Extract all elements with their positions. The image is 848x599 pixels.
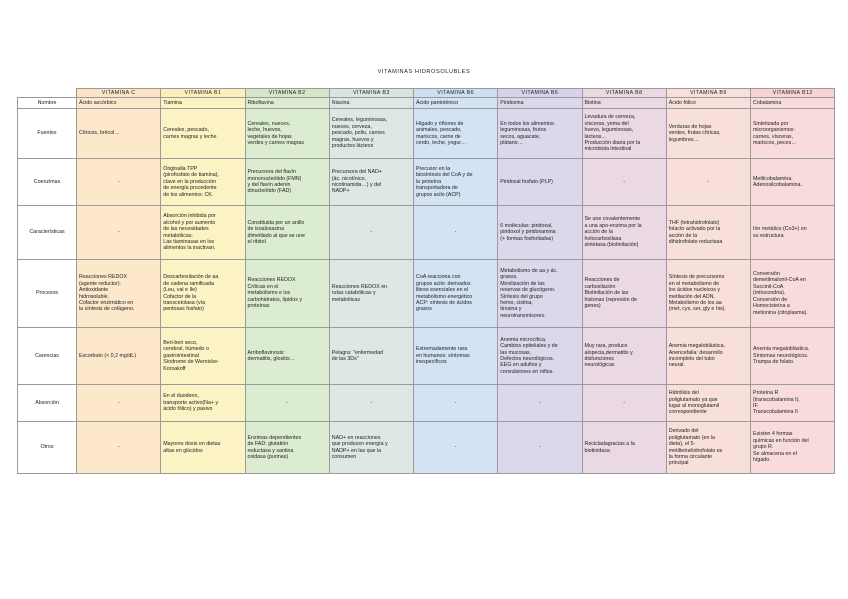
row-label-coenzimas: Coenzimas bbox=[18, 159, 77, 206]
table-row-caracteristicas bbox=[18, 206, 835, 260]
table-row-absorcion bbox=[18, 385, 835, 422]
page-title: VITAMINAS HIDROSOLUBLES bbox=[377, 69, 471, 75]
column-header-vitamin-b6: VITAMINA B6 bbox=[498, 89, 582, 98]
table-cell: NAD+ en reacciones que producen energía y NADP+ en las que la consumen bbox=[329, 422, 413, 474]
table-cell: Constituida por un anillo de isoaloxazina dimetilado al que se une el ribitol bbox=[245, 206, 329, 260]
table-cell: - bbox=[77, 422, 161, 474]
table-cell: En todos los alimentos: leguminosas, frutos secos, aguacate, plátano… bbox=[498, 109, 582, 159]
table-cell: CoA reacciona con grupos acilo: derivados libres esenciales en el metabolismo energético ACP: síntesis de ácidos grasos bbox=[414, 260, 498, 328]
table-cell: Reacciones REDOX Críticas en el metabolismo e los carbohidratos, lípidos y proteínas bbox=[245, 260, 329, 328]
table-cell: - bbox=[329, 206, 413, 260]
table-cell: Ácido pantoténico bbox=[414, 98, 498, 109]
table-cell: - bbox=[498, 385, 582, 422]
table-cell: - bbox=[414, 206, 498, 260]
table-cell: - bbox=[582, 159, 666, 206]
table-cell: Cítricos, brécol… bbox=[77, 109, 161, 159]
table-cell: Proteína R (transcobalamina I). IF. Transcobalamina II bbox=[751, 385, 835, 422]
table-cell: Reacciones REDOX (agente reductor). Antioxidante hidrosoluble. Cofactor enzimático en la síntesis de colágeno. bbox=[77, 260, 161, 328]
table-cell: Beri-beri seco, cerebral, húmedo o gastrointestinal Síndrome de Wernicke- Korsakoff bbox=[161, 328, 245, 385]
table-cell: Absorción inhibida por alcohol y por aumento de las necesidades metabólicas. Las tiaminasas en los alimentos la inactivan. bbox=[161, 206, 245, 260]
table-cell: Síntesis de precursores en el metabolismo de los ácidos nucleicos y metilación del ADN. Metabolismo de los aa (met, cys, ser, gly e his). bbox=[666, 260, 750, 328]
table-cell: Sintetizada por microorganismos: carnes, vísceras, mariscos, peces… bbox=[751, 109, 835, 159]
table-cell: Conversión demetilmalonil-CoA en Succinil-CoA (mitocondria). Concersión de Homocisteína a metionina (citoplasma). bbox=[751, 260, 835, 328]
table-cell: Originalla TPP (pirofosfato de tiamina), clave en la producción de energía procedente de los alimentos: CK. bbox=[161, 159, 245, 206]
table-cell: Riboflavina bbox=[245, 98, 329, 109]
column-header-vitamin-b5: VITAMINA B6 bbox=[414, 89, 498, 98]
table-cell: Hidrólisis del poliglutamato ya que lugar al monoglutamil correspondiente bbox=[666, 385, 750, 422]
table-cell: Piridoxal fosfato (PLP) bbox=[498, 159, 582, 206]
table-cell: Muy rara, produce alopecia,dermatitis y disfunciones neurológicas bbox=[582, 328, 666, 385]
table-row-otros bbox=[18, 422, 835, 474]
table-cell: En el duodeno, transporte activo(Na+ y ácido fólico) y pasivo bbox=[161, 385, 245, 422]
column-header-vitamin-b2: VITAMINA B2 bbox=[245, 89, 329, 98]
header-row bbox=[18, 89, 835, 98]
table-cell: Precursora del NAD+ (ác. nicotínico, nicotinamida…) y del NADP+ bbox=[329, 159, 413, 206]
table-cell: Biotina bbox=[582, 98, 666, 109]
table-cell: - bbox=[498, 422, 582, 474]
table-row-coenzimas bbox=[18, 159, 835, 206]
corner-cell bbox=[18, 89, 77, 98]
table-cell: Ácido fólico bbox=[666, 98, 750, 109]
table-row-carencias bbox=[18, 328, 835, 385]
table-cell: Cobalamina bbox=[751, 98, 835, 109]
column-header-vitamin-b12: VITAMINA B12 bbox=[751, 89, 835, 98]
table-cell: Anemia megaloblástica. Síntomas neurológicos. Trampa de folato. bbox=[751, 328, 835, 385]
row-label-otros: Otros bbox=[18, 422, 77, 474]
table-cell: - bbox=[77, 385, 161, 422]
row-label-absorcion: Absorción bbox=[18, 385, 77, 422]
column-header-vitamin-c: VITAMINA C bbox=[77, 89, 161, 98]
table-cell: Levadura de cerveza, vísceras, yema del huevo, leguminosas, lácteos… Producción diaria por la microbiota intestinal bbox=[582, 109, 666, 159]
table-cell: - bbox=[414, 422, 498, 474]
table-cell: Arriboflavinosis: dermatitis, glositis… bbox=[245, 328, 329, 385]
table-cell: Pelagra: "enfermedad de las 3Ds" bbox=[329, 328, 413, 385]
table-cell: Metilcobalamina. Adenosilcobalamina. bbox=[751, 159, 835, 206]
table-cell: Hígado y riñones de animales, pescado, mariscos, carne de cerdo, leche, yogur… bbox=[414, 109, 498, 159]
table-cell: - bbox=[245, 385, 329, 422]
table-cell: Ácido ascórbico bbox=[77, 98, 161, 109]
table-cell: Metabolismo de aa y ác. grasos. Movilización de las reservas de glucógeno. Síntesis del grupo hemo, cistina, tirosina y neurotransmisores. bbox=[498, 260, 582, 328]
table-cell: Recicladagracias a la biotinidasa bbox=[582, 422, 666, 474]
table-cell: - bbox=[77, 206, 161, 260]
table-cell: Existen 4 formas químicas en función del grupo R. Se almacena en el hígado. bbox=[751, 422, 835, 474]
table-cell: Derivado del poliglutamato (en la dieta), el 5- metiltetrahidrofolato es la forma circulante principal bbox=[666, 422, 750, 474]
table-cell: Anemia microcítica. Cambios epiteliales y de las mucosas. Defectos neurológicos. EEG en adultos y convulsiones en niños. bbox=[498, 328, 582, 385]
column-header-vitamin-b9: VITAMINA B9 bbox=[666, 89, 750, 98]
column-header-vitamin-b3: VITAMINA B3 bbox=[329, 89, 413, 98]
table-cell: Precusor en la biosíntesis del CoA y de la proteína transportadora de grupos acilo (ACP) bbox=[414, 159, 498, 206]
row-label-carencias: Carencias bbox=[18, 328, 77, 385]
table-cell: Extremadamente rara en humanos: síntomas inespecíficos bbox=[414, 328, 498, 385]
table-cell: THF (tetrahidrofolato) folacto activado por la acción de la dihidrofolato reductasa bbox=[666, 206, 750, 260]
table-cell: Reacciones de carboxilación Biotinilación de las histonas (represión de genes) bbox=[582, 260, 666, 328]
row-label-fuentes: Fuentes bbox=[18, 109, 77, 159]
table-cell: Piridoxina bbox=[498, 98, 582, 109]
table-cell: Reacciones REDOX en rutas catabólicas y metabólicas bbox=[329, 260, 413, 328]
table-row-fuentes bbox=[18, 109, 835, 159]
table-cell: Anemia megaloblástica. Anencefalia: desarrollo incompleto del tubo neural. bbox=[666, 328, 750, 385]
table-cell: Tiamina bbox=[161, 98, 245, 109]
table-cell: - bbox=[666, 159, 750, 206]
table-cell: Ión metálico (Co3+) en su estructura bbox=[751, 206, 835, 260]
table-cell: Cereales, leguminosas, nueces, cerveza, pescado, pollo, carnes magras, huevos y productos lácteos bbox=[329, 109, 413, 159]
table-cell: Escorbuto (< 0,2 mg/dL) bbox=[77, 328, 161, 385]
table-cell: Precursora del flavín mononucleótido (FMN) y del flavín adenín dinucleótido (FAD) bbox=[245, 159, 329, 206]
column-header-vitamin-b1: VITAMINA B1 bbox=[161, 89, 245, 98]
row-label-procesos: Procesos bbox=[18, 260, 77, 328]
table-row-nombre bbox=[18, 98, 835, 109]
table-cell: Verduras de hojas verdes, frutas cítricas, legumbres… bbox=[666, 109, 750, 159]
row-label-caracteristicas: Características bbox=[18, 206, 77, 260]
table-cell: 6 moléculas: piridoxal, piridoxol y piridoxamina (+ formas fosforiladas) bbox=[498, 206, 582, 260]
vitamins-table bbox=[17, 88, 835, 474]
table-cell: Enzimas dependientes de FAD: glutatión reductasa y xantina oxidasa (purinas) bbox=[245, 422, 329, 474]
row-label-nombre: Nombre bbox=[18, 98, 77, 109]
table-cell: Cereales, pescado, carnes magras y leche bbox=[161, 109, 245, 159]
table-cell: Cereales, nueces, leche, huevos, vegetales de hojas verdes y carnes magras bbox=[245, 109, 329, 159]
column-header-vitamin-b8: VITAMINA B8 bbox=[582, 89, 666, 98]
table-cell: Se une covalentemente a una apo-enzima por la acción de la holocarboxilasa sintetasa (biotinilación) bbox=[582, 206, 666, 260]
table-cell: Niacina bbox=[329, 98, 413, 109]
table-cell: - bbox=[329, 385, 413, 422]
table-row-procesos bbox=[18, 260, 835, 328]
table-cell: Descarboxilación de aa de cadena ramificada (Leu, val e Ile) Cofactor de la transcetolasa (vía pentosas fosfato) bbox=[161, 260, 245, 328]
table-cell: - bbox=[414, 385, 498, 422]
table-cell: - bbox=[77, 159, 161, 206]
table-cell: - bbox=[582, 385, 666, 422]
table-cell: Mayores dosis en dietas altas en glúcidos bbox=[161, 422, 245, 474]
